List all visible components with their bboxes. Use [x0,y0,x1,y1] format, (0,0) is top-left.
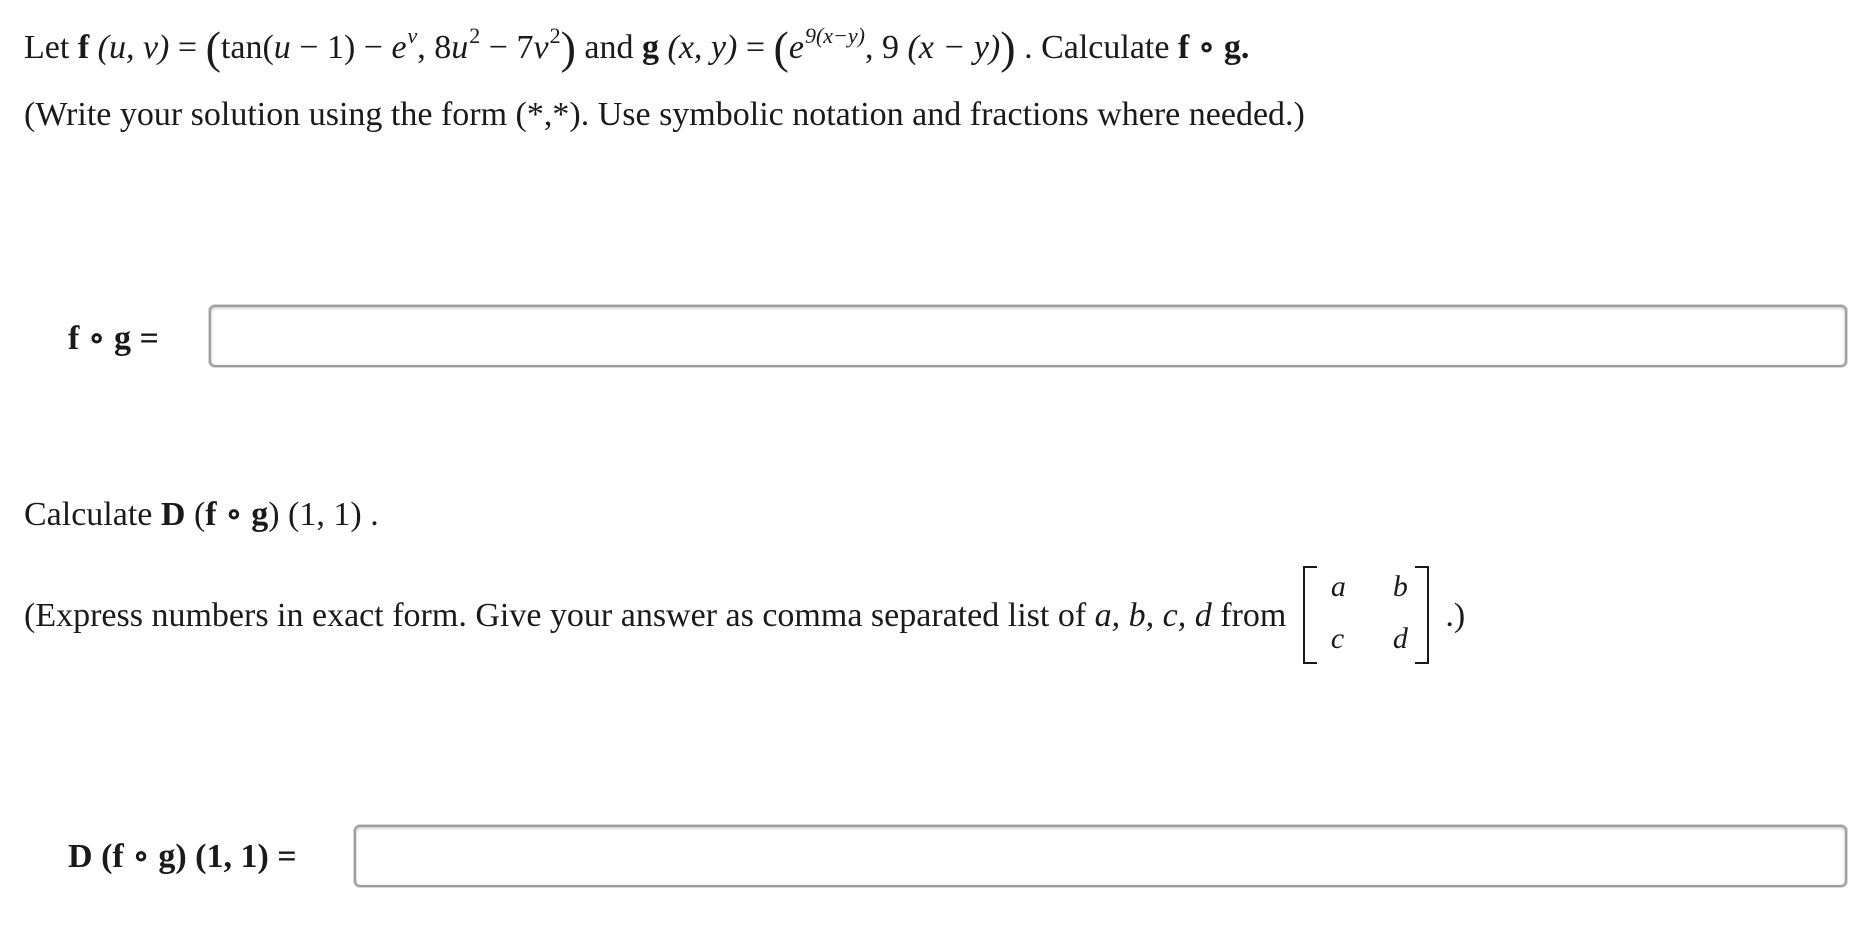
g-arguments: (x, y) [667,29,738,66]
question-2-instruction [24,570,1465,666]
minus-text: − 7 [488,29,534,66]
comma-text: , 8 [417,29,452,66]
closing-text: .) [1445,596,1466,634]
open-paren: ( [193,496,206,533]
f-symbol: f [77,29,90,66]
and-word: and [584,29,634,66]
u-exponent: 2 [469,23,481,48]
e-symbol: e [788,29,804,66]
answer-2-label [68,840,297,874]
matrix-cell-c: c [1330,622,1345,655]
matrix-left-bracket [1303,566,1317,664]
evaluation-point: ) (1, 1) . [268,496,379,533]
answer-1-label: f ∘ g = [68,320,159,357]
question-2-statement [24,498,379,532]
minus-text: − 1) − [299,29,383,66]
u-variable: u [273,29,291,66]
f-arguments: (u, v) [97,29,170,66]
calculate-text: . Calculate [1024,29,1170,66]
compose-symbol: f ∘ g. [1177,29,1250,66]
e-exponent: 9(x−y) [804,23,865,48]
comma-text: , 9 [864,29,899,66]
tan-text: tan( [220,29,274,66]
u-variable: u [451,29,469,66]
matrix-right-bracket [1415,566,1429,664]
calculate-word: Calculate [24,496,153,533]
e-symbol: e [391,29,407,66]
variable-list: a, b, c, d [1094,596,1212,634]
answer-2-input[interactable] [354,825,1847,887]
e-exponent: v [407,23,418,48]
derivative-symbol: D [160,496,186,533]
instruction-text: (Express numbers in exact form. Give your answer as comma separated list of [24,596,1087,634]
v-exponent: 2 [549,23,561,48]
derivative-symbol: D [68,838,93,875]
open-paren: ( [205,22,221,73]
g-inner-expression: (x − y) [907,29,1001,66]
g-symbol: g [642,29,659,66]
answer-1-input[interactable] [209,305,1847,367]
equals-sign: = [745,29,766,66]
v-variable: v [533,29,549,66]
question-1-instruction: (Write your solution using the form (*,*). Use symbolic notation and fractions where needed.) [24,96,1305,133]
from-word: from [1220,596,1287,634]
question-1-statement [24,20,1250,73]
close-paren: ) [560,22,576,73]
matrix-cell-a: a [1330,570,1346,603]
equals-sign: = [177,29,198,66]
open-paren: ( [773,22,789,73]
let-word: Let [24,29,70,66]
matrix-cell-b: b [1392,570,1408,603]
answer-2-label-text: (f ∘ g) (1, 1) = [101,838,297,875]
matrix-template [1301,566,1431,662]
close-paren: ) [1000,22,1016,73]
compose-symbol: f ∘ g [205,496,269,533]
matrix-cell-d: d [1392,622,1408,655]
